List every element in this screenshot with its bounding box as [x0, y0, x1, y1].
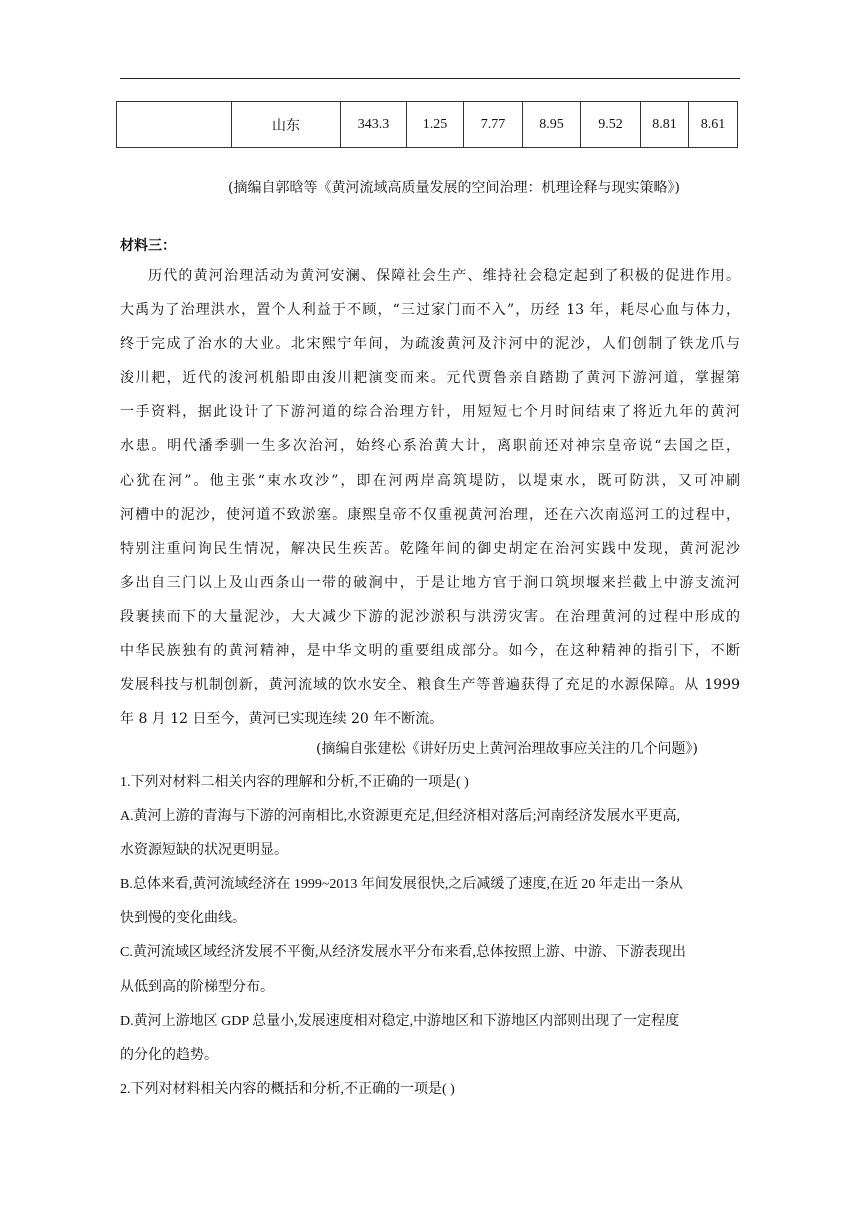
table-cell-value: 7.77 [464, 102, 523, 148]
table-row [117, 102, 738, 148]
source-citation-2: (摘编自郭晗等《黄河流域高质量发展的空间治理：机理诠释与现实策略》) [228, 180, 680, 196]
paragraph-line: 段裹挟而下的大量泥沙，大大减少下游的泥沙淤积与洪涝灾害。在治理黄河的过程中形成的 [120, 608, 740, 625]
paragraph-line: 一手资料，据此设计了下游河道的综合治理方针，用短短七个月时间结束了将近九年的黄河 [120, 404, 740, 421]
table-cell-value: 8.61 [689, 102, 738, 148]
option-c-continued: 从低到高的阶梯型分布。 [120, 979, 274, 995]
paragraph-line: 终于完成了治水的大业。北宋熙宁年间，为疏浚黄河及汴河中的泥沙，人们创制了铁龙爪与 [120, 336, 740, 353]
option-d-continued: 的分化的趋势。 [120, 1047, 218, 1063]
paragraph-line: 年 8 月 12 日至今，黄河已实现连续 20 年不断流。 [120, 711, 444, 728]
option-b-continued: 快到慢的变化曲线。 [120, 911, 246, 927]
header-rule [120, 78, 740, 79]
table-cell-value: 1.25 [407, 102, 464, 148]
table-cell-value: 8.95 [523, 102, 581, 148]
table-cell-region [117, 102, 232, 148]
option-b: B.总体来看,黄河流域经济在 1999~2013 年间发展很快,之后减缓了速度,在近 20 年走出一条从 [120, 877, 683, 893]
option-d: D.黄河上游地区 GDP 总量小,发展速度相对稳定,中游地区和下游地区内部则出现了一定程度 [120, 1013, 680, 1029]
paragraph-line: 水患。明代潘季驯一生多次治河，始终心系治黄大计，离职前还对神宗皇帝说“去国之臣， [120, 438, 740, 455]
option-a: A.黄河上游的青海与下游的河南相比,水资源更充足,但经济相对落后;河南经济发展水平更高, [120, 809, 680, 825]
table-cell-value: 9.52 [581, 102, 641, 148]
material3-body [120, 259, 740, 736]
paragraph-line: 中华民族独有的黄河精神，是中华文明的重要组成部分。如今，在这种精神的指引下，不断 [120, 643, 740, 660]
paragraph-line: 心犹在河”。他主张“束水攻沙”，即在河两岸高筑堤防，以堤束水，既可防洪，又可冲刷 [120, 472, 740, 489]
paragraph-line: 多出自三门以上及山西条山一带的破涧中，于是让地方官于涧口筑坝堰来拦截上中游支流河 [120, 574, 740, 591]
paragraph-line: 大禹为了治理洪水，置个人利益于不顾，“三过家门而不入”，历经 13 年，耗尽心血与体力， [120, 302, 740, 319]
data-table [116, 101, 738, 148]
source-citation-3: (摘编自张建松《讲好历史上黄河治理故事应关注的几个问题》) [316, 741, 698, 757]
paragraph-line: 发展科技与机制创新，黄河流域的饮水安全、粮食生产等普遍获得了充足的水源保障。从 1999 [120, 677, 740, 694]
table-cell-value: 343.3 [341, 102, 407, 148]
question-1 [120, 766, 740, 1107]
option-a-continued: 水资源短缺的状况更明显。 [120, 843, 288, 859]
option-c: C.黄河流域区域经济发展不平衡,从经济发展水平分布来看,总体按照上游、中游、下游表现出 [120, 945, 686, 961]
material3-heading: 材料三： [120, 238, 176, 254]
paragraph-line: 历代的黄河治理活动为黄河安澜、保障社会生产、维持社会稳定起到了积极的促进作用。 [148, 268, 740, 284]
table-cell-province: 山东 [232, 102, 341, 148]
paragraph-line: 浚川耙，近代的浚河机船即由浚川耙演变而来。元代贾鲁亲自踏勘了黄河下游河道，掌握第 [120, 370, 740, 387]
paragraph-line: 特别注重问询民生情况，解决民生疾苦。乾隆年间的御史胡定在治河实践中发现，黄河泥沙 [120, 540, 740, 557]
question-stem: 1.下列对材料二相关内容的理解和分析,不正确的一项是( ) [120, 775, 469, 790]
paragraph-line: 河槽中的泥沙，使河道不致淤塞。康熙皇帝不仅重视黄河治理，还在六次南巡河工的过程中， [120, 506, 740, 523]
question-stem: 2.下列对材料相关内容的概括和分析,不正确的一项是( ) [120, 1081, 455, 1097]
table-cell-value: 8.81 [641, 102, 689, 148]
